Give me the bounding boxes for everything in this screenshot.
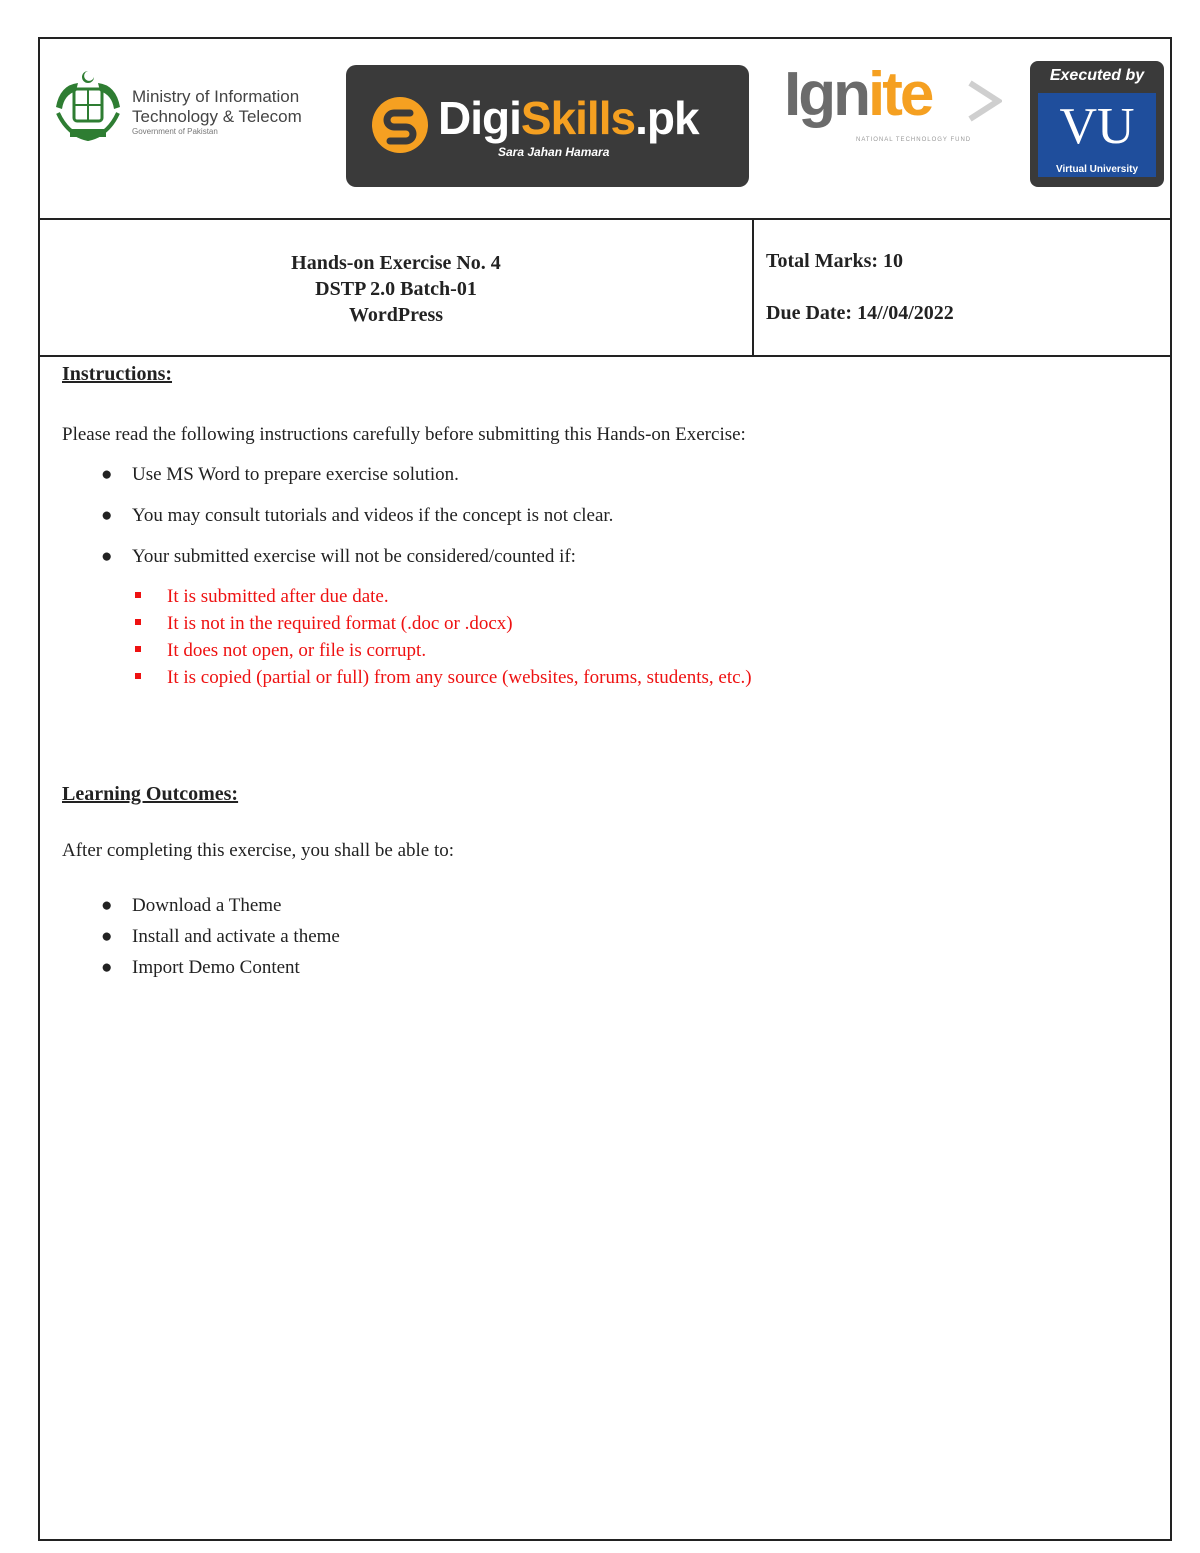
list-item: ● Your submitted exercise will not be considered/counted if: <box>101 546 576 567</box>
digiskills-tagline: Sara Jahan Hamara <box>498 145 610 159</box>
learning-intro: After completing this exercise, you shall be able to: <box>62 840 455 861</box>
total-marks: Total Marks: 10 <box>766 250 904 272</box>
condition-text: It is submitted after due date. <box>167 586 389 607</box>
ministry-logo <box>50 67 340 147</box>
condition-text: It is not in the required format (.doc or .docx) <box>167 613 513 634</box>
executed-by-label: Executed by <box>1049 67 1145 84</box>
ignite-ite: ite <box>867 60 932 129</box>
document-body <box>62 363 1082 983</box>
square-bullet-icon <box>135 646 141 652</box>
subject-label: WordPress <box>348 304 444 326</box>
pakistan-emblem-icon <box>50 67 126 147</box>
condition-item <box>62 583 1082 610</box>
condition-text: It does not open, or file is corrupt. <box>167 640 427 661</box>
square-bullet-icon <box>135 592 141 598</box>
instructions-list <box>62 464 1082 568</box>
due-date: Due Date: 14//04/2022 <box>766 302 954 324</box>
list-item: ● Install and activate a theme <box>101 926 340 947</box>
ignite-ign: Ign <box>784 60 868 129</box>
outcome-text: Import Demo Content <box>132 957 300 978</box>
instruction-text: Use MS Word to prepare exercise solution. <box>132 464 459 485</box>
marks-cell <box>766 250 954 354</box>
list-item: ● Download a Theme <box>101 895 282 916</box>
exercise-number: Hands-on Exercise No. 4 <box>291 252 501 274</box>
conditions-list <box>62 583 1082 691</box>
exercise-title-cell <box>40 220 754 355</box>
list-item: ● Use MS Word to prepare exercise solution. <box>101 464 459 485</box>
list-item: ● Import Demo Content <box>101 957 300 978</box>
digiskills-wordmark <box>438 91 699 145</box>
instructions-intro: Please read the following instructions carefully before submitting this Hands-on Exercise: <box>62 424 746 445</box>
outcome-text: Download a Theme <box>132 895 282 916</box>
ignite-wordmark <box>784 59 931 130</box>
ignite-arrow-icon <box>968 79 1002 123</box>
logo-row <box>40 39 1170 220</box>
vu-name: Virtual University <box>1038 164 1156 175</box>
digiskills-skills: Skills <box>520 92 636 144</box>
digiskills-pk: .pk <box>635 92 699 144</box>
square-bullet-icon <box>135 673 141 679</box>
vu-letters: VU <box>1059 98 1135 155</box>
ministry-name-line3: Government of Pakistan <box>132 127 218 136</box>
instruction-text: You may consult tutorials and videos if the concept is not clear. <box>132 505 614 526</box>
square-bullet-icon <box>135 619 141 625</box>
digiskills-digi: Digi <box>438 92 521 144</box>
ignite-logo <box>784 59 1004 159</box>
condition-item <box>62 664 1082 691</box>
digiskills-logo <box>346 65 749 187</box>
condition-item <box>62 610 1082 637</box>
batch-label: DSTP 2.0 Batch-01 <box>315 278 477 300</box>
condition-item <box>62 637 1082 664</box>
vu-emblem <box>1038 93 1156 177</box>
outcome-text: Install and activate a theme <box>132 926 340 947</box>
list-item: ● You may consult tutorials and videos if the concept is not clear. <box>101 505 614 526</box>
instructions-heading: Instructions: <box>62 363 173 385</box>
ministry-name-line1: Ministry of Information <box>132 87 300 106</box>
condition-text: It is copied (partial or full) from any source (websites, forums, students, etc.) <box>167 667 752 688</box>
ministry-name-line2: Technology & Telecom <box>132 107 302 126</box>
exercise-info-row <box>40 220 1170 357</box>
instruction-text: Your submitted exercise will not be considered/counted if: <box>132 546 576 567</box>
digiskills-s-icon <box>370 95 430 155</box>
vu-logo <box>1030 61 1164 187</box>
ignite-tagline: NATIONAL TECHNOLOGY FUND <box>856 137 972 143</box>
learning-outcomes-list <box>62 890 1082 983</box>
learning-outcomes-heading: Learning Outcomes: <box>62 783 239 805</box>
